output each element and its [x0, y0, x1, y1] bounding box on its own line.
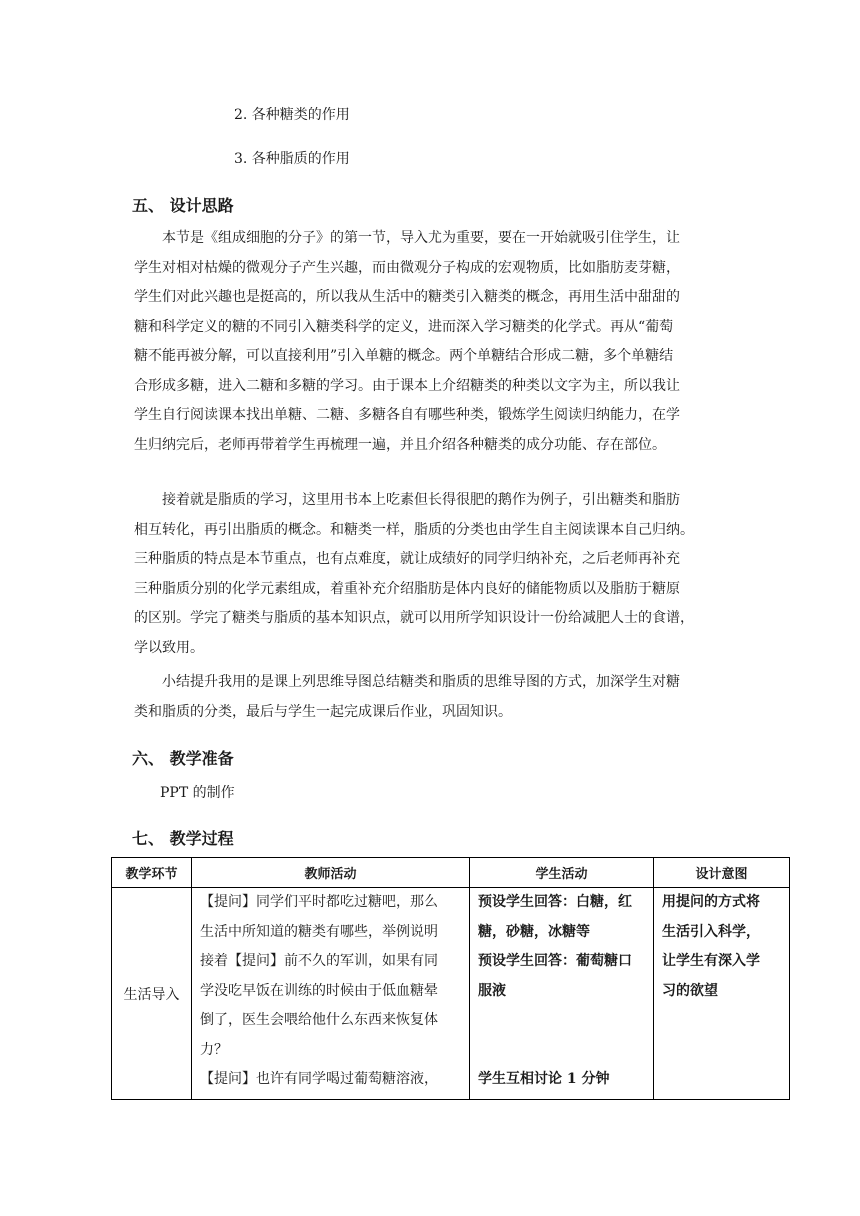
cell-line: 接着【提问】前不久的军训，如果有同 — [200, 953, 438, 969]
cell-line: 用提问的方式将 — [662, 894, 760, 910]
cell-line: 倒了，医生会喂给他什么东西来恢复体 — [200, 1012, 438, 1028]
paragraph-line: 糖不能再被分解，可以直接利用”引入单糖的概念。两个单糖结合形成二糖，多个单糖结 — [134, 348, 674, 364]
cell-line: 【提问】同学们平时都吃过糖吧，那么 — [200, 894, 438, 910]
paragraph-design-2 — [134, 486, 728, 663]
cell-spacer — [478, 1006, 645, 1036]
paragraph-line: 学生对相对枯燥的微观分子产生兴趣，而由微观分子构成的宏观物质，比如脂肪麦芽糖， — [134, 259, 680, 276]
cell-spacer — [478, 1036, 645, 1066]
cell-line: 预设学生回答：葡萄糖口 — [478, 953, 632, 969]
paragraph-design-1 — [134, 224, 728, 460]
table-row — [112, 888, 790, 1100]
cell-line: 生活中所知道的糖类有哪些，举例说明 — [200, 923, 438, 940]
section-heading-preparation: 六、 教学准备 — [132, 749, 234, 768]
cell-line: 【提问】也许有同学喝过葡萄糖溶液， — [200, 1071, 438, 1087]
paragraph-line: 学生自行阅读课本找出单糖、二糖、多糖各自有哪些种类，锻炼学生阅读归纳能力，在学 — [134, 407, 680, 423]
teaching-process-table — [111, 857, 790, 1100]
header-section: 教学环节 — [112, 858, 192, 888]
preparation-text: PPT 的制作 — [160, 785, 235, 801]
cell-section: 生活导入 — [112, 888, 192, 1100]
cell-line: 糖，砂糖，冰糖等 — [478, 923, 590, 940]
cell-line: 习的欲望 — [662, 982, 718, 999]
paragraph-line: 相互转化，再引出脂质的概念。和糖类一样，脂质的分类也由学生自主阅读课本自己归纳。 — [134, 521, 694, 538]
paragraph-line: 小结提升我用的是课上列思维导图总结糖类和脂质的思维导图的方式，加深学生对糖 — [162, 674, 680, 690]
header-design-intent: 设计意图 — [654, 858, 790, 888]
cell-line: 学没吃早饭在训练的时候由于低血糖晕 — [200, 982, 438, 999]
paragraph-line: 生归纳完后，老师再带着学生再梳理一遍，并且介绍各种糖类的成分功能、存在部位。 — [134, 436, 666, 453]
list-item-2: 2. 各种糖类的作用 — [234, 107, 350, 123]
cell-student-activity — [470, 888, 654, 1100]
paragraph-line: 三种脂质分别的化学元素组成，着重补充介绍脂肪是体内良好的储能物质以及脂肪于糖原 — [134, 580, 680, 597]
paragraph-line: 学以致用。 — [134, 639, 204, 656]
cell-line: 让学生有深入学 — [662, 953, 760, 969]
paragraph-line: 糖和科学定义的糖的不同引入糖类科学的定义，进而深入学习糖类的化学式。再从“葡萄 — [134, 318, 674, 335]
cell-line: 力？ — [200, 1041, 228, 1058]
list-item-3: 3. 各种脂质的作用 — [234, 151, 350, 167]
paragraph-line: 学生们对此兴趣也是挺高的，所以我从生活中的糖类引入糖类的概念，再用生活中甜甜的 — [134, 289, 680, 305]
cell-line: 生活引入科学， — [662, 923, 760, 940]
paragraph-line: 类和脂质的分类，最后与学生一起完成课后作业，巩固知识。 — [134, 703, 512, 720]
table-header-row — [112, 858, 790, 888]
header-student-activity: 学生活动 — [470, 858, 654, 888]
header-teacher-activity: 教师活动 — [192, 858, 470, 888]
cell-line: 预设学生回答：白糖，红 — [478, 894, 632, 910]
paragraph-line: 接着就是脂质的学习，这里用书本上吃素但长得很肥的鹅作为例子，引出糖类和脂肪 — [162, 492, 680, 508]
section-heading-design: 五、 设计思路 — [132, 196, 234, 215]
paragraph-line: 本节是《组成细胞的分子》的第一节，导入尤为重要，要在一开始就吸引住学生，让 — [162, 230, 680, 246]
paragraph-line: 的区别。学完了糖类与脂质的基本知识点，就可以用所学知识设计一份给减肥人士的食谱， — [134, 610, 694, 626]
paragraph-line: 三种脂质的特点是本节重点，也有点难度，就让成绩好的同学归纳补充，之后老师再补充 — [134, 551, 680, 567]
section-heading-process: 七、 教学过程 — [132, 829, 234, 848]
cell-design-intent — [654, 888, 790, 1100]
paragraph-design-3 — [134, 668, 728, 727]
cell-line: 学生互相讨论 1 分钟 — [478, 1071, 610, 1087]
paragraph-line: 合形成多糖，进入二糖和多糖的学习。由于课本上介绍糖类的种类以文字为主，所以我让 — [134, 377, 680, 394]
cell-line: 服液 — [478, 982, 506, 999]
cell-teacher-activity — [192, 888, 470, 1100]
